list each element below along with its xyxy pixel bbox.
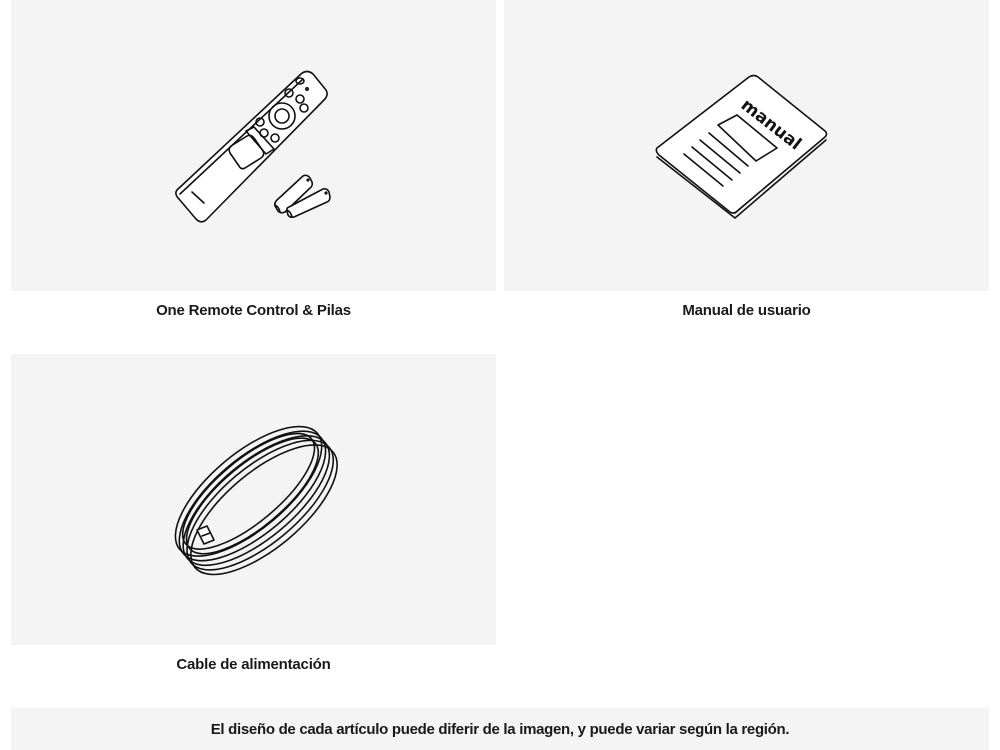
remote-control-icon [11, 0, 496, 291]
disclaimer-banner [11, 708, 989, 750]
power-cable-icon [11, 354, 496, 645]
remote-control-card [11, 0, 496, 291]
power-cable-caption: Cable de alimentación [176, 656, 331, 673]
manual-icon [504, 0, 989, 291]
remote-control-caption: One Remote Control & Pilas [156, 302, 351, 319]
power-cable-card [11, 354, 496, 645]
user-manual-caption: Manual de usuario [682, 302, 811, 319]
manual-cover-title: manual [736, 95, 805, 155]
disclaimer-text: El diseño de cada artículo puede diferir de la imagen, y puede variar según la región. [210, 720, 790, 738]
user-manual-card [504, 0, 989, 291]
